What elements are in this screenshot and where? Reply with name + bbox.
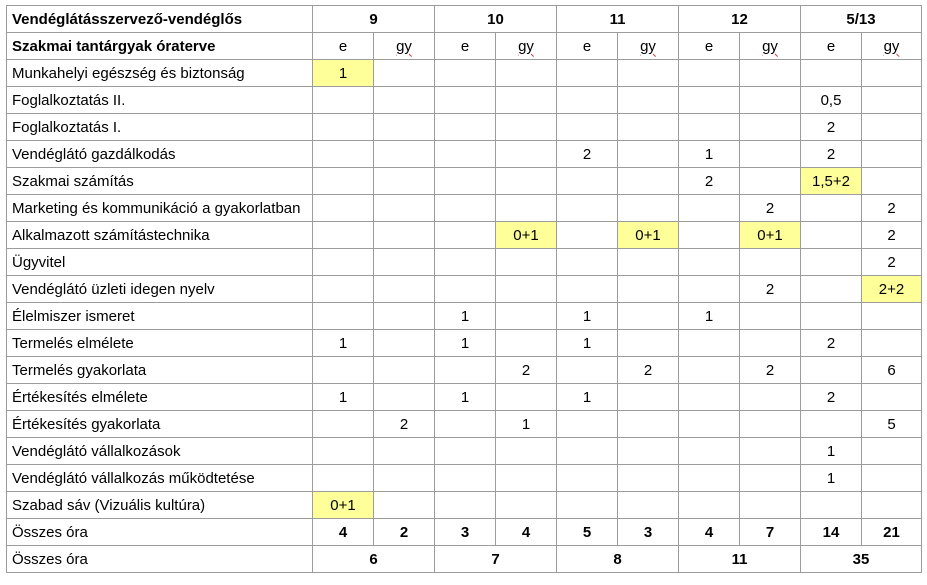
total-year-cell: 35: [801, 546, 922, 573]
table-row: [7, 114, 922, 141]
hours-cell: [862, 114, 922, 141]
hours-cell: [618, 465, 679, 492]
table-row: [7, 249, 922, 276]
hours-cell: [679, 222, 740, 249]
hours-cell: [862, 330, 922, 357]
hours-cell: [435, 465, 496, 492]
table-row: [7, 141, 922, 168]
hours-cell: 2: [374, 411, 435, 438]
hours-cell: [618, 492, 679, 519]
hours-cell: 1: [679, 303, 740, 330]
year-header-10: 10: [435, 6, 557, 33]
hours-cell: 2: [740, 357, 801, 384]
total-sub-cell: 7: [740, 519, 801, 546]
sub-label-gy: gy: [618, 33, 679, 60]
hours-cell: [496, 276, 557, 303]
hours-cell: [679, 357, 740, 384]
hours-cell: [740, 249, 801, 276]
hours-cell: [679, 114, 740, 141]
sub-label-e: e: [679, 33, 740, 60]
hours-cell: [557, 222, 618, 249]
hours-cell: [557, 276, 618, 303]
totals-sub-label: Összes óra: [7, 519, 313, 546]
table-row: [7, 60, 922, 87]
hours-cell: [618, 411, 679, 438]
hours-cell: [374, 438, 435, 465]
subject-name: Alkalmazott számítástechnika: [7, 222, 313, 249]
subject-name: Vendéglátó vállalkozás működtetése: [7, 465, 313, 492]
subject-name: Vendéglátó gazdálkodás: [7, 141, 313, 168]
hours-cell: [618, 438, 679, 465]
hours-cell: [679, 87, 740, 114]
hours-cell: [313, 222, 374, 249]
hours-cell: [801, 303, 862, 330]
hours-cell: 1: [557, 303, 618, 330]
hours-cell: [740, 438, 801, 465]
hours-cell: [374, 384, 435, 411]
total-sub-cell: 4: [496, 519, 557, 546]
hours-cell: 1: [679, 141, 740, 168]
subject-name: Vendéglátó vállalkozások: [7, 438, 313, 465]
hours-cell: 5: [862, 411, 922, 438]
hours-cell: 2: [679, 168, 740, 195]
subject-name: Foglalkoztatás II.: [7, 87, 313, 114]
table-row: [7, 492, 922, 519]
sub-label-e: e: [313, 33, 374, 60]
hours-cell: [496, 195, 557, 222]
hours-cell: 1: [313, 384, 374, 411]
hours-cell: [496, 87, 557, 114]
hours-cell: [862, 60, 922, 87]
table-row: [7, 87, 922, 114]
subject-name: Szabad sáv (Vizuális kultúra): [7, 492, 313, 519]
hours-cell: [557, 438, 618, 465]
hours-cell: [618, 87, 679, 114]
hours-cell: 0+1: [740, 222, 801, 249]
sub-label-gy: gy: [496, 33, 557, 60]
table-row: [7, 222, 922, 249]
hours-cell: [801, 249, 862, 276]
hours-cell: [801, 411, 862, 438]
hours-cell: [374, 195, 435, 222]
table-row: [7, 276, 922, 303]
hours-cell: [374, 249, 435, 276]
hours-cell: [313, 276, 374, 303]
hours-cell: [618, 195, 679, 222]
hours-cell: [557, 411, 618, 438]
hours-cell: [496, 249, 557, 276]
hours-cell: [313, 87, 374, 114]
hours-cell: 1: [801, 438, 862, 465]
hours-cell: 6: [862, 357, 922, 384]
hours-cell: 0+1: [313, 492, 374, 519]
hours-cell: 2: [496, 357, 557, 384]
total-year-cell: 6: [313, 546, 435, 573]
schedule-table: [6, 5, 922, 573]
table-subtitle: Szakmai tantárgyak óraterve: [7, 33, 313, 60]
total-sub-cell: 4: [313, 519, 374, 546]
subject-name: Vendéglátó üzleti idegen nyelv: [7, 276, 313, 303]
hours-cell: [557, 87, 618, 114]
subject-name: Munkahelyi egészség és biztonság: [7, 60, 313, 87]
table-title: Vendéglátásszervező-vendéglős: [7, 6, 313, 33]
hours-cell: [740, 60, 801, 87]
hours-cell: 1: [313, 60, 374, 87]
hours-cell: [862, 168, 922, 195]
hours-cell: [740, 141, 801, 168]
hours-cell: [435, 141, 496, 168]
hours-cell: [313, 249, 374, 276]
hours-cell: [435, 114, 496, 141]
hours-cell: [740, 384, 801, 411]
hours-cell: [435, 195, 496, 222]
hours-cell: [862, 384, 922, 411]
hours-cell: [557, 249, 618, 276]
hours-cell: [679, 60, 740, 87]
hours-cell: [374, 60, 435, 87]
hours-cell: [313, 303, 374, 330]
hours-cell: [496, 384, 557, 411]
hours-cell: 2: [862, 195, 922, 222]
hours-cell: [679, 465, 740, 492]
hours-cell: [313, 357, 374, 384]
total-sub-cell: 21: [862, 519, 922, 546]
hours-cell: [496, 465, 557, 492]
hours-cell: [435, 222, 496, 249]
hours-cell: [374, 168, 435, 195]
total-sub-cell: 2: [374, 519, 435, 546]
hours-cell: [618, 60, 679, 87]
hours-cell: [862, 465, 922, 492]
hours-cell: [313, 195, 374, 222]
hours-cell: 2: [801, 330, 862, 357]
hours-cell: [740, 330, 801, 357]
total-year-cell: 11: [679, 546, 801, 573]
hours-cell: [313, 411, 374, 438]
hours-cell: [679, 276, 740, 303]
hours-cell: [679, 411, 740, 438]
hours-cell: [496, 168, 557, 195]
hours-cell: [618, 303, 679, 330]
hours-cell: [313, 141, 374, 168]
table-row: [7, 411, 922, 438]
hours-cell: [435, 411, 496, 438]
totals-year-row: [7, 546, 922, 573]
hours-cell: [679, 249, 740, 276]
hours-cell: [374, 492, 435, 519]
hours-cell: [740, 303, 801, 330]
hours-cell: [740, 87, 801, 114]
sub-label-gy: gy: [862, 33, 922, 60]
hours-cell: [740, 465, 801, 492]
table-row: [7, 330, 922, 357]
hours-cell: [435, 60, 496, 87]
header-row: [7, 6, 922, 33]
hours-cell: [679, 492, 740, 519]
hours-cell: [496, 60, 557, 87]
subheader-row: [7, 33, 922, 60]
hours-cell: [496, 438, 557, 465]
hours-cell: [862, 438, 922, 465]
hours-cell: [801, 195, 862, 222]
hours-cell: [374, 276, 435, 303]
hours-cell: [862, 141, 922, 168]
hours-cell: [496, 141, 557, 168]
hours-cell: [740, 492, 801, 519]
hours-cell: [618, 249, 679, 276]
table-row: [7, 357, 922, 384]
sub-label-gy: gy: [740, 33, 801, 60]
table-row: [7, 438, 922, 465]
hours-cell: [374, 465, 435, 492]
hours-cell: [435, 492, 496, 519]
hours-cell: [435, 168, 496, 195]
table-row: [7, 168, 922, 195]
subject-name: Termelés gyakorlata: [7, 357, 313, 384]
hours-cell: [374, 357, 435, 384]
hours-cell: 1: [496, 411, 557, 438]
total-year-cell: 8: [557, 546, 679, 573]
total-sub-cell: 5: [557, 519, 618, 546]
hours-cell: [679, 384, 740, 411]
hours-cell: [557, 60, 618, 87]
hours-cell: 1: [435, 303, 496, 330]
hours-cell: [557, 357, 618, 384]
hours-cell: 2: [862, 249, 922, 276]
hours-cell: 0+1: [496, 222, 557, 249]
hours-cell: 1,5+2: [801, 168, 862, 195]
hours-cell: [740, 114, 801, 141]
subject-name: Ügyvitel: [7, 249, 313, 276]
sub-label-e: e: [801, 33, 862, 60]
subject-name: Értékesítés elmélete: [7, 384, 313, 411]
hours-cell: [862, 303, 922, 330]
hours-cell: 2: [740, 276, 801, 303]
total-sub-cell: 3: [618, 519, 679, 546]
hours-cell: [679, 438, 740, 465]
table-row: [7, 195, 922, 222]
hours-cell: [435, 87, 496, 114]
sub-label-e: e: [435, 33, 496, 60]
hours-cell: [618, 168, 679, 195]
hours-cell: 2: [801, 384, 862, 411]
hours-cell: [679, 195, 740, 222]
hours-cell: [557, 492, 618, 519]
hours-cell: [313, 114, 374, 141]
hours-cell: [374, 222, 435, 249]
total-sub-cell: 3: [435, 519, 496, 546]
hours-cell: 2+2: [862, 276, 922, 303]
totals-sub-row: [7, 519, 922, 546]
hours-cell: 2: [801, 141, 862, 168]
hours-cell: [435, 357, 496, 384]
hours-cell: 0,5: [801, 87, 862, 114]
hours-cell: 1: [801, 465, 862, 492]
hours-cell: 2: [862, 222, 922, 249]
hours-cell: [435, 438, 496, 465]
hours-cell: [618, 276, 679, 303]
hours-cell: [618, 114, 679, 141]
hours-cell: [801, 492, 862, 519]
hours-cell: 1: [557, 384, 618, 411]
hours-cell: [618, 330, 679, 357]
hours-cell: [374, 303, 435, 330]
hours-cell: 2: [618, 357, 679, 384]
hours-cell: [557, 465, 618, 492]
hours-cell: 1: [557, 330, 618, 357]
hours-cell: [496, 303, 557, 330]
sub-label-e: e: [557, 33, 618, 60]
hours-cell: [374, 87, 435, 114]
hours-cell: [618, 141, 679, 168]
hours-cell: 1: [313, 330, 374, 357]
hours-cell: [496, 330, 557, 357]
hours-cell: [374, 330, 435, 357]
hours-cell: [862, 87, 922, 114]
hours-cell: [557, 195, 618, 222]
total-sub-cell: 4: [679, 519, 740, 546]
year-header-11: 11: [557, 6, 679, 33]
hours-cell: 0+1: [618, 222, 679, 249]
hours-cell: [618, 384, 679, 411]
hours-cell: [740, 168, 801, 195]
subject-name: Foglalkoztatás I.: [7, 114, 313, 141]
subject-name: Marketing és kommunikáció a gyakorlatban: [7, 195, 313, 222]
hours-cell: [496, 492, 557, 519]
hours-cell: [313, 168, 374, 195]
hours-cell: 1: [435, 330, 496, 357]
hours-cell: [435, 249, 496, 276]
hours-cell: [801, 60, 862, 87]
hours-cell: 2: [740, 195, 801, 222]
subject-name: Értékesítés gyakorlata: [7, 411, 313, 438]
hours-cell: [374, 114, 435, 141]
hours-cell: [557, 114, 618, 141]
table-row: [7, 384, 922, 411]
hours-cell: [496, 114, 557, 141]
subject-name: Élelmiszer ismeret: [7, 303, 313, 330]
hours-cell: [801, 276, 862, 303]
year-header-5-13: 5/13: [801, 6, 922, 33]
hours-cell: [801, 357, 862, 384]
hours-cell: [313, 438, 374, 465]
hours-cell: [679, 330, 740, 357]
table-row: [7, 303, 922, 330]
hours-cell: 2: [801, 114, 862, 141]
hours-cell: [313, 465, 374, 492]
hours-cell: 1: [435, 384, 496, 411]
hours-cell: [740, 411, 801, 438]
year-header-12: 12: [679, 6, 801, 33]
subject-name: Szakmai számítás: [7, 168, 313, 195]
hours-cell: [374, 141, 435, 168]
hours-cell: [801, 222, 862, 249]
hours-cell: [862, 492, 922, 519]
table-row: [7, 465, 922, 492]
hours-cell: 2: [557, 141, 618, 168]
total-year-cell: 7: [435, 546, 557, 573]
year-header-9: 9: [313, 6, 435, 33]
total-sub-cell: 14: [801, 519, 862, 546]
hours-cell: [435, 276, 496, 303]
hours-cell: [557, 168, 618, 195]
subject-name: Termelés elmélete: [7, 330, 313, 357]
sub-label-gy: gy: [374, 33, 435, 60]
totals-year-label: Összes óra: [7, 546, 313, 573]
